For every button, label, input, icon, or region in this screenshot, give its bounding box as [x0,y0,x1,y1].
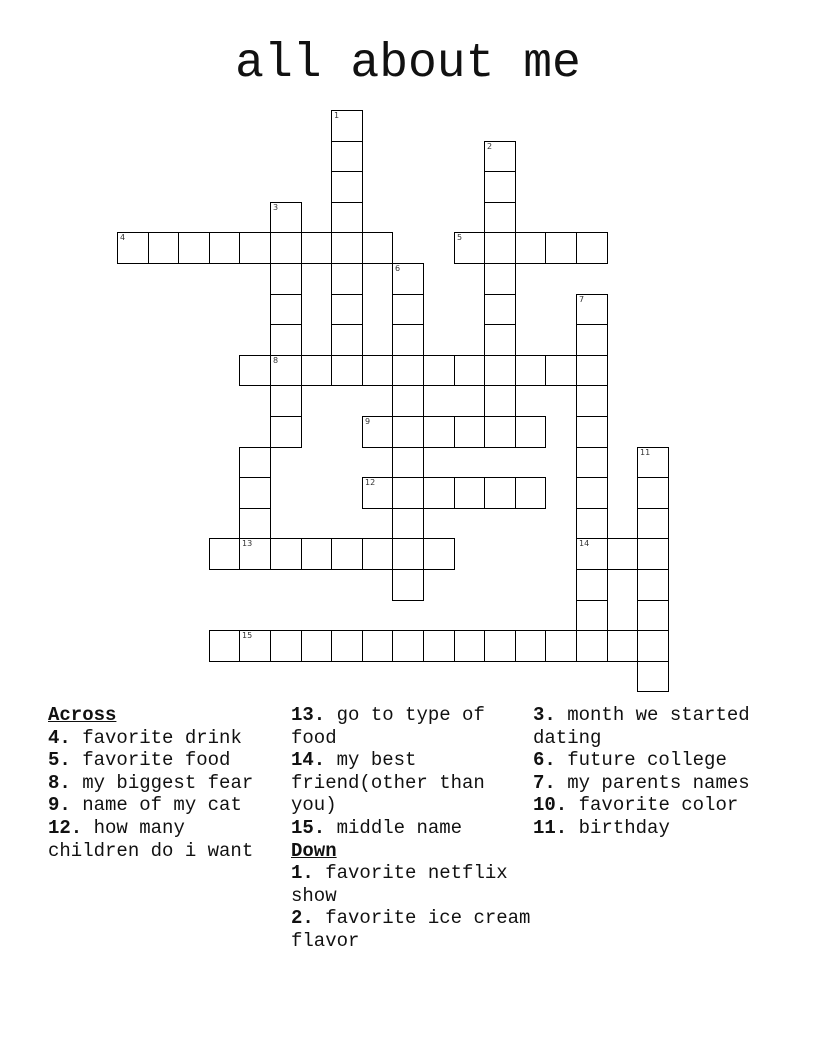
grid-cell[interactable] [239,538,271,570]
grid-cell[interactable] [270,630,302,662]
grid-cell[interactable] [301,630,332,662]
grid-cell[interactable] [392,416,424,448]
clue-text: future college [567,749,727,772]
grid-cell[interactable] [637,447,669,478]
grid-cell[interactable] [239,232,271,264]
grid-cell[interactable] [637,477,669,509]
grid-cell[interactable] [576,508,608,539]
grid-cell[interactable] [454,416,485,448]
clue-text: my biggest fear [82,771,254,794]
clue-across-12 [48,817,283,862]
grid-cell[interactable] [209,538,240,570]
clue-across-4 [48,727,283,750]
grid-cell[interactable] [270,355,302,386]
grid-cell[interactable] [392,538,424,570]
grid-cell[interactable] [301,232,332,264]
clue-number: 3. [533,704,556,726]
grid-cell[interactable] [392,294,424,325]
clue-text: my parents names [567,771,750,794]
grid-cell[interactable] [637,538,669,570]
clue-number: 12. [48,816,83,839]
grid-cell[interactable] [515,477,546,509]
clue-down-2 [291,907,531,952]
grid-cell[interactable] [331,232,363,264]
clue-across-5 [48,749,283,772]
grid-cell[interactable] [362,232,393,264]
grid-cell[interactable] [637,600,669,631]
grid-cell[interactable] [576,569,608,601]
clue-text: favorite food [82,749,231,772]
grid-cell[interactable] [484,171,516,203]
clue-text: how many children do i want [48,816,254,862]
grid-cell[interactable] [515,630,546,662]
grid-number: 6 [395,264,401,273]
grid-number: 8 [273,356,279,365]
clue-text: favorite drink [82,726,242,749]
grid-cell[interactable] [392,508,424,539]
down-heading: Down [291,839,337,862]
clue-across-13 [291,704,531,749]
grid-cell[interactable] [362,538,393,570]
grid-cell[interactable] [331,110,363,142]
grid-cell[interactable] [239,447,271,478]
grid-cell[interactable] [178,232,210,264]
grid-cell[interactable] [454,232,485,264]
grid-cell[interactable] [392,385,424,417]
grid-cell[interactable] [331,294,363,325]
grid-cell[interactable] [392,477,424,509]
grid-cell[interactable] [392,447,424,478]
grid-cell[interactable] [545,630,577,662]
clue-number: 1. [291,862,314,885]
clue-text: my best friend(other than you) [291,749,485,817]
grid-cell[interactable] [484,355,516,386]
grid-cell[interactable] [545,232,577,264]
grid-cell[interactable] [454,477,485,509]
clue-down-10 [533,794,773,817]
clue-number: 14. [291,749,326,772]
grid-cell[interactable] [270,385,302,417]
clues-column-1 [48,704,283,862]
grid-cell[interactable] [637,630,669,662]
grid-cell[interactable] [392,324,424,356]
grid-cell[interactable] [392,263,424,295]
grid-cell[interactable] [270,538,302,570]
grid-cell[interactable] [576,447,608,478]
grid-number: 14 [579,539,590,548]
grid-cell[interactable] [362,630,393,662]
grid-cell[interactable] [637,661,669,692]
clue-number: 15. [291,816,326,839]
grid-cell[interactable] [239,630,271,662]
grid-number: 13 [242,539,253,548]
puzzle-title: all about me [235,37,581,91]
clue-text: go to type of food [291,704,485,749]
clues-column-2 [291,704,531,953]
clue-down-3 [533,704,773,749]
grid-cell[interactable] [331,538,363,570]
clue-number: 2. [291,907,314,930]
clue-text: favorite netflix show [291,862,508,907]
grid-number: 12 [365,478,376,487]
grid-cell[interactable] [239,508,271,539]
clue-text: middle name [336,816,463,839]
clue-across-14 [291,749,531,817]
grid-cell[interactable] [576,477,608,509]
grid-cell[interactable] [576,385,608,417]
grid-cell[interactable] [607,538,638,570]
clue-number: 11. [533,816,568,839]
grid-cell[interactable] [270,416,302,448]
clue-number: 13. [291,704,326,726]
grid-cell[interactable] [484,232,516,264]
grid-cell[interactable] [423,477,455,509]
grid-cell[interactable] [607,630,638,662]
grid-cell[interactable] [392,355,424,386]
grid-cell[interactable] [331,324,363,356]
grid-number: 11 [640,448,651,457]
grid-cell[interactable] [362,416,393,448]
grid-cell[interactable] [392,569,424,601]
grid-cell[interactable] [515,232,546,264]
grid-cell[interactable] [331,202,363,233]
grid-cell[interactable] [331,630,363,662]
grid-cell[interactable] [576,416,608,448]
grid-cell[interactable] [576,324,608,356]
grid-cell[interactable] [484,263,516,295]
grid-cell[interactable] [484,294,516,325]
grid-number: 4 [120,233,126,242]
grid-cell[interactable] [576,630,608,662]
grid-cell[interactable] [270,202,302,233]
grid-cell[interactable] [576,294,608,325]
grid-cell[interactable] [331,263,363,295]
grid-number: 7 [579,295,585,304]
grid-cell[interactable] [148,232,179,264]
grid-cell[interactable] [117,232,149,264]
clue-number: 10. [533,794,568,817]
grid-cell[interactable] [270,263,302,295]
grid-cell[interactable] [637,508,669,539]
grid-cell[interactable] [301,538,332,570]
grid-cell[interactable] [576,232,608,264]
grid-cell[interactable] [209,232,240,264]
grid-cell[interactable] [484,477,516,509]
clue-down-11 [533,817,773,840]
clue-number: 9. [48,794,71,817]
clue-down-7 [533,772,773,795]
grid-cell[interactable] [239,355,271,386]
grid-number: 15 [242,631,253,640]
grid-cell[interactable] [423,630,455,662]
grid-cell[interactable] [331,355,363,386]
grid-cell[interactable] [484,630,516,662]
clue-down-6 [533,749,773,772]
grid-cell[interactable] [270,294,302,325]
grid-cell[interactable] [484,202,516,233]
grid-cell[interactable] [209,630,240,662]
clue-number: 5. [48,749,71,772]
grid-number: 3 [273,203,279,212]
grid-number: 1 [334,111,340,120]
grid-cell[interactable] [423,355,455,386]
grid-cell[interactable] [301,355,332,386]
grid-cell[interactable] [331,141,363,172]
grid-number: 9 [365,417,371,426]
grid-cell[interactable] [515,416,546,448]
clue-text: favorite ice cream flavor [291,907,531,952]
clue-text: name of my cat [82,794,242,817]
clue-number: 8. [48,771,71,794]
grid-cell[interactable] [270,232,302,264]
grid-cell[interactable] [362,355,393,386]
clue-across-9 [48,794,283,817]
clue-across-15 [291,817,531,840]
grid-cell[interactable] [423,538,455,570]
grid-cell[interactable] [484,324,516,356]
clue-text: favorite color [578,794,739,817]
grid-cell[interactable] [545,355,577,386]
grid-cell[interactable] [484,385,516,417]
clue-number: 7. [533,771,556,794]
grid-cell[interactable] [454,630,485,662]
grid-cell[interactable] [576,538,608,570]
across-heading: Across [48,704,117,726]
grid-cell[interactable] [484,141,516,172]
clue-number: 4. [48,726,71,749]
grid-cell[interactable] [576,355,608,386]
grid-cell[interactable] [362,477,393,509]
grid-cell[interactable] [239,477,271,509]
clue-text: birthday [578,816,670,839]
grid-cell[interactable] [331,171,363,203]
grid-number: 2 [487,142,493,151]
clue-down-1 [291,862,531,907]
clue-text: month we started dating [533,704,750,749]
clues-column-3 [533,704,773,840]
grid-cell[interactable] [637,569,669,601]
clue-across-8 [48,772,283,795]
grid-number: 5 [457,233,463,242]
grid-cell[interactable] [423,416,455,448]
grid-cell[interactable] [484,416,516,448]
grid-cell[interactable] [270,324,302,356]
grid-cell[interactable] [576,600,608,631]
grid-cell[interactable] [515,355,546,386]
clue-number: 6. [533,749,556,772]
grid-cell[interactable] [454,355,485,386]
grid-cell[interactable] [392,630,424,662]
